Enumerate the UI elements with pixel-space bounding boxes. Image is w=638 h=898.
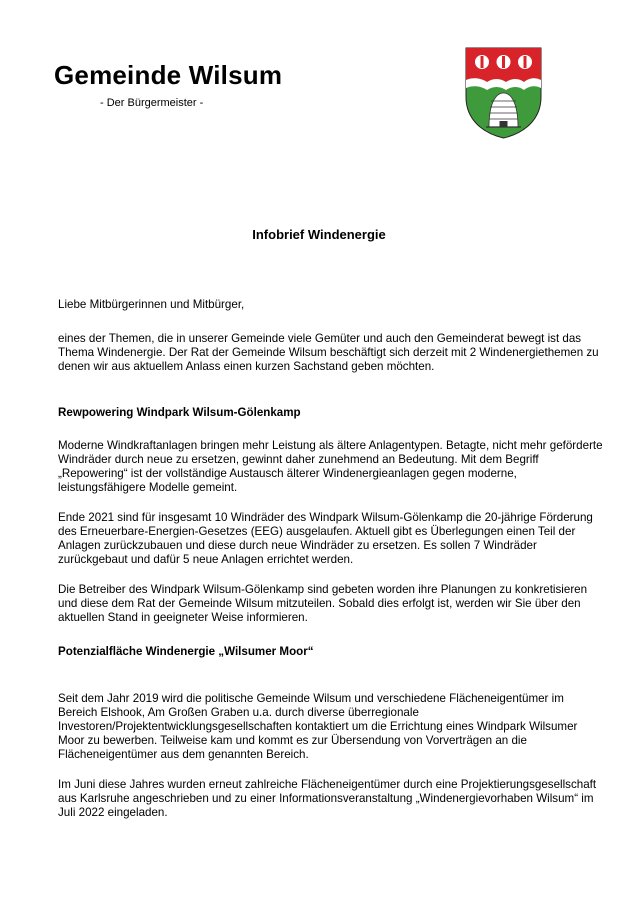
municipal-coat-of-arms-icon (465, 47, 542, 139)
section-heading-potenzialflaeche: Potenzialfläche Windenergie „Wilsumer Moor“ (58, 645, 314, 658)
paragraph: Seit dem Jahr 2019 wird die politische Gemeinde Wilsum und verschiedene Flächeneigentümer im Bereich Elshook, Am Großen Graben u.a. durch diverse überregionale Investoren/Projektentwicklungsgesellschaften kontaktiert um die Errichtung eines Windpark Wilsumer Moor zu bewerben. Teilweise kam und kommt es zur Übersendung von Vorverträgen an die Flächeneigentümer aus dem genannten Bereich. (58, 692, 578, 761)
paragraph: Die Betreiber des Windpark Wilsum-Gölenkamp sind gebeten worden ihre Planungen zu konkretisieren und diese dem Rat der Gemeinde Wilsum mitzuteilen. Sobald dies erfolgt ist, werden wir Sie über den aktuellen Stand in geeigneter Weise informieren. (58, 583, 588, 624)
intro-paragraph: eines der Themen, die in unserer Gemeinde viele Gemüter und auch den Gemeinderat bewegt ist das Thema Windenergie. Der Rat der Gemeinde Wilsum beschäftigt sich derzeit mit 2 Windenergiethemen zu denen wir aus aktuellem Anlass einen kurzen Sachstand geben möchten. (58, 332, 599, 373)
paragraph: Ende 2021 sind für insgesamt 10 Windräder des Windpark Wilsum-Gölenkamp die 20-jährige Förderung des Erneuerbare-Energien-Gesetzes (EEG) ausgelaufen. Aktuell gibt es Überlegungen einen Teil der Anlagen zurückzubauen und diese durch neue Windräder zu ersetzen. Es sollen 7 Windräder zurückgebaut und dafür 5 neue Anlagen errichtet werden. (58, 511, 593, 566)
section-heading-repowering: Rewpowering Windpark Wilsum-Gölenkamp (58, 406, 301, 419)
document-title: Infobrief Windenergie (252, 227, 386, 242)
paragraph: Im Juni diese Jahres wurden erneut zahlreiche Flächeneigentümer durch eine Projektierungsgesellschaft aus Karlsruhe angeschrieben und zu einer Informationsveranstaltung „Windenergievorhaben Wilsum“ im Juli 2022 eingeladen. (58, 778, 597, 819)
salutation: Liebe Mitbürgerinnen und Mitbürger, (58, 298, 245, 311)
letter-body (58, 298, 603, 836)
paragraph: Moderne Windkraftanlagen bringen mehr Leistung als ältere Anlagentypen. Betagte, nicht mehr geförderte Windräder durch neue zu ersetzen, gewinnt daher zunehmend an Bedeutung. Mit dem Begriff „Repowering“ ist der vollständige Austausch älterer Windenergieanlagen gegen moderne, leistungsfähigere Modelle gemeint. (58, 439, 603, 494)
organization-subtitle: - Der Bürgermeister - (100, 97, 204, 109)
organization-name: Gemeinde Wilsum (54, 60, 283, 90)
